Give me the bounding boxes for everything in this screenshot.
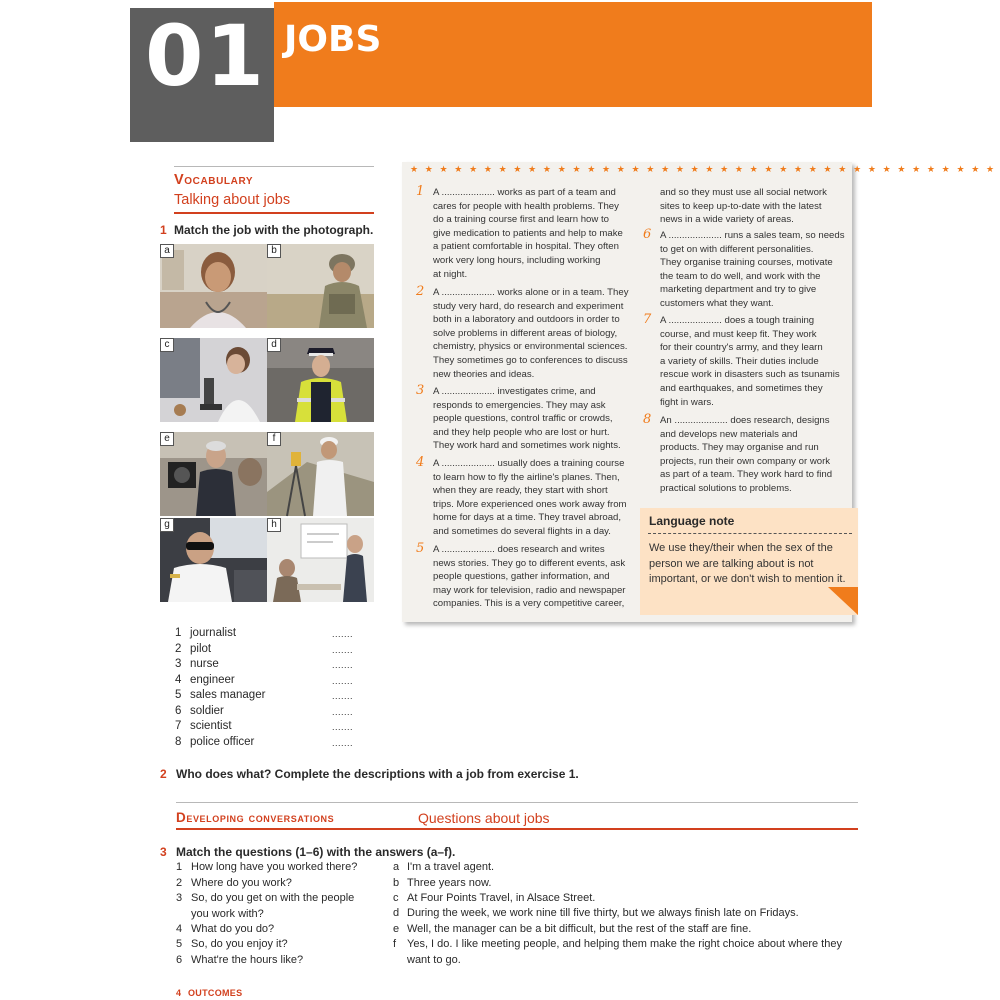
description-7	[660, 314, 850, 409]
description-line: They organise training courses, motivate	[660, 257, 833, 269]
job-number: 4	[175, 673, 182, 686]
description-line: An .................... does research, designs	[660, 415, 830, 426]
language-note-title: Language note	[649, 514, 735, 528]
job-word: engineer	[190, 673, 235, 686]
photo-letter: g	[160, 518, 174, 532]
answer-blank[interactable]: .......	[332, 737, 354, 748]
description-5	[433, 543, 638, 611]
description-line: and they help people who are lost or hurt.	[433, 426, 610, 438]
answer-blank[interactable]: .......	[332, 675, 354, 686]
job-list-item	[175, 705, 365, 720]
description-line: products. They may organise and run	[660, 442, 819, 454]
answer-blank[interactable]: .......	[332, 660, 354, 670]
exercise-3-instruction: Match the questions (1–6) with the answers (a–f).	[176, 845, 456, 859]
description-line: projects, run their own company or work	[660, 455, 831, 467]
developing-conversations-subheading: Questions about jobs	[418, 810, 550, 826]
description-line: cares for people with health problems. They	[433, 200, 619, 212]
description-line: and earthquakes, and sometimes they	[660, 382, 823, 394]
photo-g-pilot	[160, 518, 267, 602]
description-line: A .................... works as part of a team and	[433, 187, 616, 198]
description-line: a patient comfortable in hospital. They often	[433, 241, 619, 253]
description-line: new theories and ideas.	[433, 368, 535, 380]
job-number: 6	[175, 704, 182, 717]
description-number: 2	[416, 284, 425, 299]
exercise-2-instruction: Who does what? Complete the descriptions with a job from exercise 1.	[176, 767, 579, 781]
photo-letter: c	[160, 338, 174, 352]
exercise-3-number: 3	[160, 845, 167, 859]
description-line: trips. More experienced ones work away from	[433, 498, 627, 510]
photo-letter: a	[160, 244, 174, 258]
answer-text: I'm a travel agent.	[407, 861, 495, 873]
job-word: pilot	[190, 642, 212, 655]
description-line: marketing department and try to give	[660, 284, 817, 296]
job-word: soldier	[190, 704, 224, 717]
job-word: nurse	[190, 658, 219, 670]
job-number: 3	[175, 658, 182, 670]
description-8	[660, 414, 850, 496]
question-text: So, do you enjoy it?	[191, 938, 288, 950]
description-line: to get on with different personalities.	[660, 243, 814, 255]
job-list-item	[175, 658, 365, 673]
description-line: chemistry, physics or environmental sciences.	[433, 341, 628, 353]
answer-blank[interactable]: .......	[332, 722, 354, 732]
description-number: 4	[416, 455, 425, 470]
photo-letter: f	[267, 432, 281, 446]
question-number: 4	[176, 923, 183, 935]
answer-blank[interactable]: .......	[332, 629, 354, 639]
description-line: solve problems in different areas of biology,	[433, 327, 618, 339]
description-line: They work hard and sometimes work nights.	[433, 440, 621, 452]
soldier-illustration	[267, 244, 374, 328]
pilot-illustration	[160, 518, 267, 602]
description-2	[433, 286, 638, 381]
description-line: study very hard, do research and experiment	[433, 300, 624, 312]
description-4	[433, 457, 638, 539]
photo-e-journalist	[160, 432, 267, 516]
vocabulary-heading: Vocabulary	[174, 172, 254, 188]
description-line: fight in wars.	[660, 396, 714, 408]
photo-letter: h	[267, 518, 281, 532]
scientist-illustration	[160, 338, 267, 422]
answer-text: At Four Points Travel, in Alsace Street.	[407, 892, 596, 904]
photo-b-soldier	[267, 244, 374, 328]
job-number: 8	[175, 735, 182, 748]
question-number: 5	[176, 938, 183, 950]
answer-blank[interactable]: .......	[332, 691, 354, 701]
star-border: ★ ★ ★ ★ ★ ★ ★ ★ ★ ★ ★ ★ ★ ★ ★ ★ ★ ★ ★ ★ ★ ★ ★ ★ ★ ★ ★ ★ ★ ★ ★ ★ ★ ★ ★ ★ ★ ★ ★ ★	[410, 164, 997, 174]
answer-letter: c	[393, 892, 399, 904]
photo-c-scientist	[160, 338, 267, 422]
description-line: A .................... runs a sales team, so needs	[660, 230, 845, 241]
description-line: sites to keep up-to-date with the latest	[660, 200, 822, 212]
vocabulary-underline	[174, 212, 374, 214]
description-3	[433, 385, 638, 453]
question-text: How long have you worked there?	[191, 861, 358, 873]
job-list-item	[175, 689, 365, 704]
description-line: A .................... does research and writes	[433, 544, 605, 555]
answer-letter: b	[393, 877, 400, 889]
description-line: A .................... investigates crime, and	[433, 386, 596, 397]
description-line: responds to emergencies. They may ask	[433, 399, 606, 411]
description-line: as part of a team. They work hard to find	[660, 469, 833, 481]
photo-letter: b	[267, 244, 281, 258]
description-number: 3	[416, 383, 425, 398]
question-text: So, do you get on with the people you work with?	[191, 892, 355, 920]
description-number: 8	[643, 412, 652, 427]
job-word: police officer	[190, 735, 255, 748]
description-line: for their country's army, and they learn	[660, 342, 823, 354]
description-line: people questions, control traffic or crowds,	[433, 413, 613, 425]
police-officer-illustration	[267, 338, 374, 422]
vocabulary-subheading: Talking about jobs	[174, 192, 291, 208]
answer-text: During the week, we work nine till five thirty, but we always finish late on Fridays.	[407, 907, 799, 919]
description-line: at night.	[433, 268, 468, 280]
sales-manager-illustration	[267, 518, 374, 602]
description-number: 5	[416, 541, 425, 556]
job-list-item	[175, 643, 365, 658]
nurse-illustration	[160, 244, 267, 328]
description-line: do a training course first and learn how to	[433, 214, 609, 226]
job-number: 2	[175, 642, 182, 655]
job-list-item	[175, 627, 365, 642]
section-top-rule	[174, 166, 374, 167]
language-note-divider	[648, 533, 852, 534]
question-text: What're the hours like?	[191, 954, 304, 966]
page-number: 4	[176, 988, 182, 998]
question-number: 6	[176, 954, 183, 966]
description-line: They sometimes go to conferences to discuss	[433, 354, 628, 366]
description-line: the team to do well, and work with the	[660, 270, 821, 282]
job-word: sales manager	[190, 689, 266, 701]
unit-number: 01	[145, 7, 266, 105]
description-line: both in a laboratory and outdoors in order to	[433, 314, 620, 326]
description-line: customers what they want.	[660, 297, 774, 309]
developing-underline	[176, 828, 858, 830]
description-1	[433, 186, 638, 281]
description-line: may work for television, radio and newspaper	[433, 584, 626, 596]
description-line: news in a wide variety of areas.	[660, 214, 794, 226]
job-list-item	[175, 720, 365, 735]
description-line: news stories. They go to different events, ask	[433, 557, 626, 569]
photo-f-engineer	[267, 432, 374, 516]
description-number: 1	[416, 184, 425, 199]
description-line: work very long hours, including working	[433, 254, 601, 266]
answer-blank[interactable]: .......	[332, 706, 354, 717]
description-line: and so they must use all social network	[660, 187, 827, 198]
exercise-2-number: 2	[160, 767, 167, 781]
language-note-text: We use they/their when the sex of the person we are talking about is not important, or we don't wish to mention it.	[649, 542, 846, 586]
description-line: people questions, gather information, and	[433, 571, 610, 583]
photo-d-police-officer	[267, 338, 374, 422]
job-number: 1	[175, 627, 182, 639]
job-number: 7	[175, 720, 182, 732]
answer-text: Well, the manager can be a bit difficult, but the rest of the staff are fine.	[407, 923, 752, 935]
question-text: What do you do?	[191, 923, 275, 935]
developing-conversations-heading: Developing conversations	[176, 810, 335, 825]
answer-text: Yes, I do. I like meeting people, and helping them make the right choice about where they want to go.	[407, 938, 842, 966]
job-list-item	[175, 674, 365, 689]
journalist-illustration	[160, 432, 267, 516]
answer-text: Three years now.	[407, 877, 492, 889]
book-name: OUTCOMES	[188, 988, 243, 998]
description-line: when they are ready, they start with short	[433, 485, 608, 497]
description-line: give medication to patients and help to make	[433, 227, 623, 239]
answer-blank[interactable]: .......	[332, 644, 354, 655]
question-text: Where do you work?	[191, 877, 292, 889]
section-top-rule	[176, 802, 858, 803]
question-number: 3	[176, 892, 183, 904]
answer-letter: a	[393, 861, 400, 873]
description-line: A .................... does a tough training	[660, 315, 815, 326]
description-5-continued	[660, 186, 850, 227]
photo-letter: e	[160, 432, 174, 446]
description-line: and develops new materials and	[660, 428, 798, 440]
exercise-1-instruction: Match the job with the photograph.	[174, 223, 374, 237]
description-line: A .................... usually does a training course	[433, 458, 625, 469]
photo-h-sales-manager	[267, 518, 374, 602]
job-word: journalist	[190, 627, 237, 639]
engineer-illustration	[267, 432, 374, 516]
language-note-corner	[828, 587, 858, 615]
description-number: 6	[643, 227, 652, 242]
photo-a-nurse	[160, 244, 267, 328]
description-line: a variety of skills. Their duties include	[660, 355, 819, 367]
description-line: home for days at a time. They travel abroad,	[433, 512, 622, 524]
description-line: to learn how to fly the airline's planes. Then,	[433, 471, 620, 483]
job-list-item	[175, 736, 365, 751]
exercise-1-number: 1	[160, 223, 167, 237]
description-line: and sometimes do several flights in a day.	[433, 525, 611, 537]
description-line: companies. This is a very competitive career,	[433, 598, 625, 610]
answer-letter: d	[393, 907, 400, 919]
unit-title: JOBS	[284, 19, 382, 60]
answer-letter: f	[393, 938, 397, 950]
description-line: course, and must keep fit. They work	[660, 328, 817, 340]
description-line: rescue work in disasters such as tsunamis	[660, 369, 840, 381]
photo-letter: d	[267, 338, 281, 352]
question-number: 1	[176, 861, 183, 873]
description-6	[660, 229, 850, 311]
question-number: 2	[176, 877, 183, 889]
description-line: practical solutions to problems.	[660, 482, 792, 494]
answer-letter: e	[393, 923, 400, 935]
job-number: 5	[175, 689, 182, 701]
description-line: A .................... works alone or in a team. They	[433, 287, 629, 298]
job-word: scientist	[190, 720, 232, 732]
description-number: 7	[643, 312, 652, 327]
